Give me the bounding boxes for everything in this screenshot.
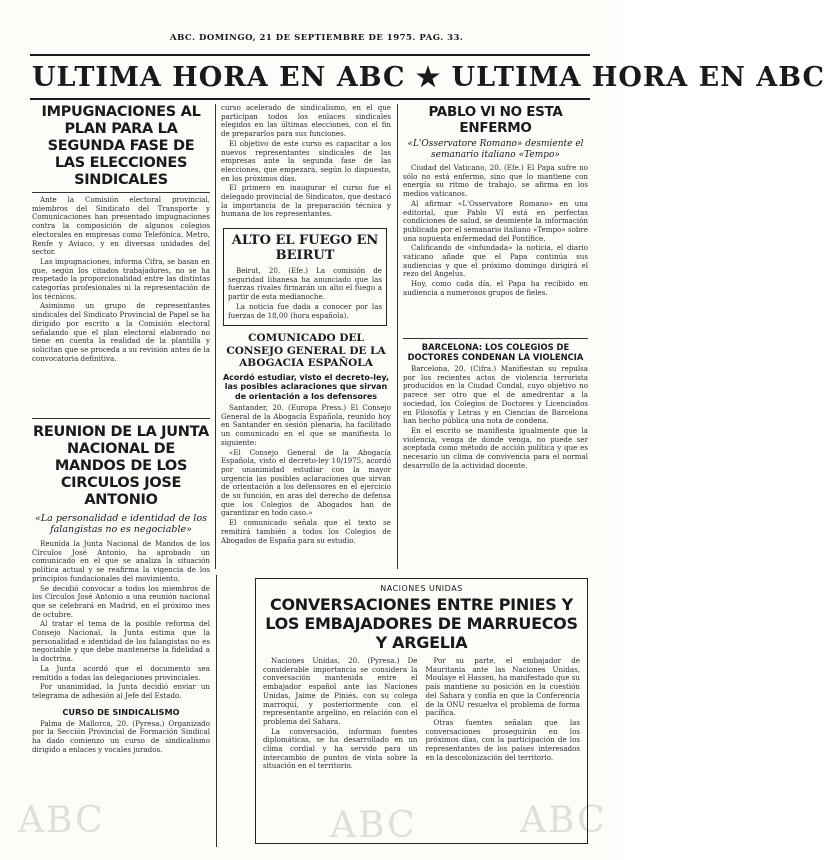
headline: COMUNICADO DEL CONSEJO GENERAL DE LA ABOGACIA ESPAÑOLA — [226, 332, 386, 369]
article-pablo-vi — [403, 104, 588, 334]
paragraph: Asimismo un grupo de representantes sindicales del Sindicato Provincial de Papel se ha dirigido por escrito a la Comisión electoral señalando que el plan electoral elaborado no tiene en cuenta la realidad de la plantilla y solicitan que se proceda a su revisión antes de la convocatoria definitiva. — [32, 301, 210, 363]
divider — [32, 192, 210, 193]
article-body — [403, 365, 588, 470]
abc-watermark: ABC — [330, 805, 417, 846]
headline: CONVERSACIONES ENTRE PINIES Y LOS EMBAJADORES DE MARRUECOS Y ARGELIA — [265, 595, 578, 652]
paragraph: Las impugnaciones, informa Cifra, se basan en que, según los citados trabajadores, no se ha respetado la proporcionalidad entre las distintas categorías profesionales ni la representación de los técnicos. — [32, 256, 210, 301]
paragraph: Barcelona, 20. (Cifra.) Manifiestan su repulsa por los recientes actos de violencia terrorista producidos en la Ciudad Condal, cuyo objetivo no parece ser otro que el de amedrentar a la sociedad, los Colegios de Doctores y Licenciados en Filosofía y Letras y en Ciencias de Barcelona han hecho pública una nota de condena. — [403, 364, 588, 426]
article-body-left — [263, 657, 418, 772]
paragraph: «El Consejo General de la Abogacía Española, visto el decreto-ley 10/1975, acordó por unanimidad estudiar con la mayor urgencia las posibles aclaraciones que sirvan de orientación a los defensores en el ejercicio de su función, en aras del derecho de defensa que los Colegios de Abogados han de garantizar en todo caso.» — [221, 447, 391, 518]
kicker: NACIONES UNIDAS — [380, 584, 463, 593]
paragraph: Palma de Mallorca, 20. (Pyresa.) Organizado por la Sección Provincial de Formación Sindical ha dado comienzo un curso de sindicalismo dirigido a enlaces y vocales jurados. — [32, 718, 210, 754]
paragraph: Beirut, 20. (Efe.) La comisión de seguridad libanesa ha anunciado que las fuerzas rivales firmarán un alto el fuego a partir de esta medianoche. — [228, 266, 382, 302]
paragraph: Al tratar el tema de la posible reforma del Consejo Nacional, la Junta estima que la personalidad e identidad de los falangistas no es negociable y que debe mantenerse la fidelidad a la doctrina. — [32, 619, 210, 664]
article-body — [403, 164, 588, 298]
column-rule — [397, 104, 398, 569]
paragraph: Naciones Unidas, 20. (Pyresa.) De considerable importancia se considera la conversación mantenida entre el embajador español ante las Naciones Unidas, Jaime de Piniés, con su colega marroquí, y posteriormente con el representante argelino, en relación con el problema del Sahara. — [263, 656, 418, 726]
article-circulos-jose-antonio — [32, 424, 210, 848]
paragraph: La noticia fue dada a conocer por las fuerzas de 18,00 (hora española). — [228, 301, 382, 320]
abc-watermark: ABC — [18, 800, 105, 841]
divider — [403, 338, 588, 339]
paragraph: La Junta acordó que el documento sea remitido a todas las delegaciones provinciales. — [32, 663, 210, 682]
paragraph: La conversación, informan fuentes diplomáticas, se ha desarrollado en un clima cordial y ha servido para un intercambio de puntos de vista sobre la situación en el territorio. — [263, 726, 418, 771]
article-impugnaciones — [32, 104, 210, 434]
article-abogacia — [221, 332, 391, 569]
headline: ALTO EL FUEGO EN BEIRUT — [231, 233, 379, 263]
paragraph: Por unanimidad, la Junta decidió enviar un telegrama de adhesión al Jefe del Estado. — [32, 682, 210, 700]
divider — [32, 418, 210, 419]
headline: PABLO VI NO ESTA ENFERMO — [428, 104, 563, 136]
paragraph: Santander, 20. (Europa Press.) El Consejo General de la Abogacía Española, reunido hoy en Santander en sesión plenaria, ha facilitado un comunicado en el que se manifiesta lo siguiente: — [221, 403, 391, 447]
banner-bottom-rule — [30, 98, 590, 100]
dek: «L'Osservatore Romano» desmiente el semanario italiano «Tempo» — [407, 139, 584, 160]
paragraph: Hoy, como cada día, el Papa ha recibido en audiencia a numerosos grupos de fieles. — [403, 279, 588, 297]
article-body — [32, 196, 210, 363]
paragraph: Ante la Comisión electoral provincial, miembros del Sindicato del Transporte y Comunicaciones han presentado impugnaciones contra la composición de algunos colegios electorales en empresas como Telefónica, Metro, Renfe y Aviaco, y en diversas unidades del sector. — [32, 195, 210, 257]
paragraph: curso acelerado de sindicalismo, en el que participan todos los enlaces sindicales elegidos en las últimas elecciones, con el fin de prepararlos para sus funciones. — [221, 103, 391, 139]
box-naciones-unidas — [255, 578, 588, 844]
article-body — [221, 404, 391, 545]
paragraph: El objetivo de este curso es capacitar a los nuevos representantes sindicales de las empresas ante la segunda fase de las elecciones, que empezará, según lo dispuesto, en los próximos días. — [221, 138, 391, 183]
paragraph: Se decidió convocar a todos los miembros de los Círculos José Antonio a una reunión nacional que se celebrará en Madrid, en el próximo mes de octubre. — [32, 583, 210, 619]
banner-top-rule — [30, 54, 590, 56]
paragraph: El primero en inaugurar el curso fue el delegado provincial de Sindicatos, que destacó la importancia de la preparación técnica y humana de los representantes. — [221, 183, 391, 219]
column-rule — [215, 104, 216, 569]
headline: BARCELONA: LOS COLEGIOS DE DOCTORES CONDENAN LA VIOLENCIA — [407, 342, 584, 362]
banner-headline: ULTIMA HORA EN ABC ★ ULTIMA HORA EN ABC — [32, 62, 825, 93]
headline: IMPUGNACIONES AL PLAN PARA LA SEGUNDA FASE DE LAS ELECCIONES SINDICALES — [41, 104, 201, 188]
column-rule — [216, 575, 217, 847]
paragraph: El comunicado señala que el texto se remitirá también a todos los Colegios de Abogados de España para su estudio. — [221, 518, 391, 545]
paragraph: Por su parte, el embajador de Mauritania ante las Naciones Unidas, Moulaye el Hassen, ha manifestado que su país mantiene su posición en la cuestión del Sahara y confía en que la Conferencia de la ONU resuelva el problema de forma pacífica. — [425, 656, 580, 718]
article-continuation — [221, 104, 391, 224]
article-body — [221, 104, 391, 219]
article-body — [228, 267, 382, 320]
two-column-body — [263, 657, 580, 772]
article-body — [32, 720, 210, 755]
paragraph: Otras fuentes señalan que las conversaciones proseguirán en los próximos días, con la participación de los representantes de los países interesados en la descolonización del territorio. — [425, 717, 580, 762]
paragraph: En el escrito se manifiesta igualmente que la violencia, venga de donde venga, no puede ser aceptada como método de acción política y que es necesario un clima de convivencia para el normal desarrollo de la actividad docente. — [403, 425, 588, 470]
paragraph: Calificando de «infundada» la noticia, el diario vaticano añade que el Papa continúa sus audiencias y que el próximo domingo dirigirá el rezo del Angelus. — [403, 243, 588, 279]
paragraph: Ciudad del Vaticano, 20. (Efe.) El Papa sufre no sólo no está enfermo, sino que lo mantiene con energía su ritmo de trabajo, se afirma en los medios vaticanos. — [403, 163, 588, 199]
abc-watermark: ABC — [520, 800, 607, 841]
article-body-right — [426, 657, 581, 772]
headline: REUNION DE LA JUNTA NACIONAL DE MANDOS DE LOS CIRCULOS JOSE ANTONIO — [33, 424, 209, 508]
paragraph: Reunida la Junta Nacional de Mandos de los Círculos José Antonio, ha aprobado un comunicado en el que se analiza la situación política actual y se reafirma la vigencia de los principios fundacionales del movimiento. — [32, 539, 210, 583]
article-body — [32, 540, 210, 701]
dek: «La personalidad e identidad de los falangistas no es negociable» — [35, 513, 207, 535]
page-folio: ABC. DOMINGO, 21 DE SEPTIEMBRE DE 1975. PAG. 33. — [170, 33, 464, 43]
article-colegios-doctores — [403, 342, 588, 569]
box-beirut — [223, 228, 387, 326]
dek: Acordó estudiar, visto el decreto-ley, las posibles aclaraciones que sirvan de orientación a los defensores — [222, 372, 390, 401]
paragraph: Al afirmar «L'Osservatore Romano» en una editorial, que Pablo VI está en perfectas condiciones de salud, se desmiente la información publicada por el semanario italiano «Tempo» sobre una supuesta enfermedad del Pontífice. — [403, 198, 588, 243]
subhead: CURSO DE SINDICALISMO — [62, 706, 180, 717]
